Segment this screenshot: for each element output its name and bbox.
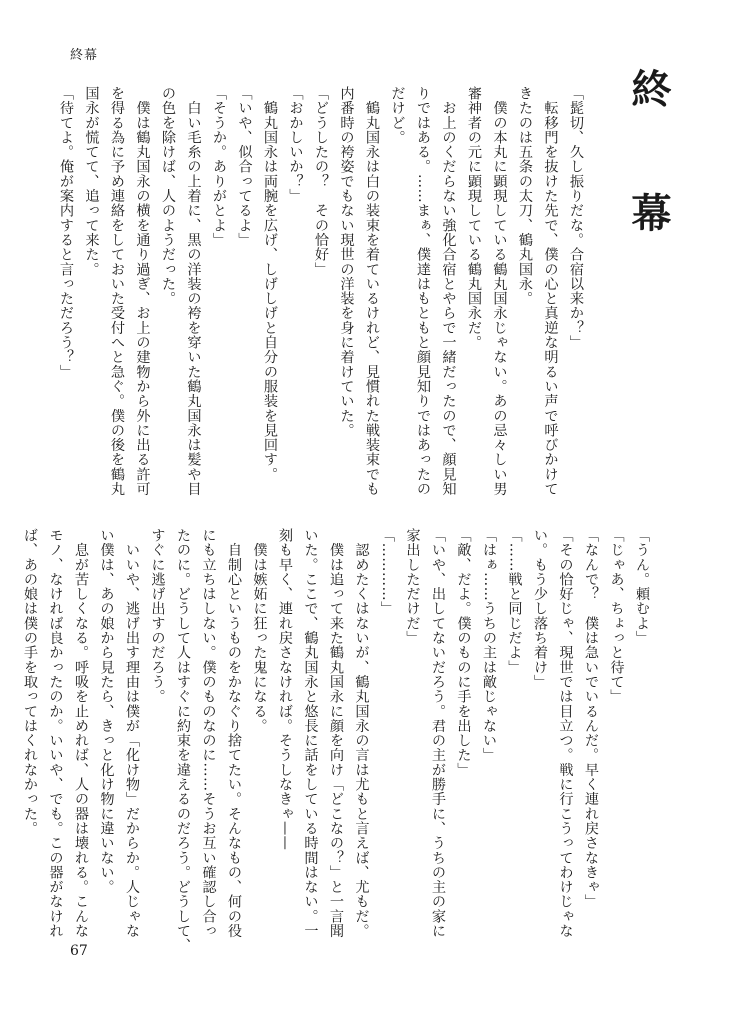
chapter-title: 終 幕 xyxy=(625,68,671,254)
body-text-lower: 「うん。頼むよ」 「じゃあ、ちょっと待て」 「なんで？ 僕は急いでいるんだ。早く連れ戻さなきゃ」 「その恰好じゃ、現世では目立つ。戦に行こうってわけじゃな い。もう少し落ち着け」 「……戦と同じだよ」 「はぁ……うちの主は敵じゃない」 「敵、だよ。僕のものに手を出した」 「いや、出してないだろう。君の主が勝手に、うちの主の家に 家出しただけだ」 「…………」 認めたくはないが、鶴丸国永の言は尤もと言えば、尤もだ。 僕は追って来た鶴丸国永に顔を向け「どこなの？」と一言聞 いた。ここで、鶴丸国永と悠長に話をしている時間はない。一 刻も早く、連れ戻さなければ。そうしなきゃ—— 僕は嫉妬に狂った鬼になる。 自制心というものをかなぐり捨てたい。そんなもの、何の役 にも立ちはしない。僕のものなのに……そうお互い確認し合っ たのに。どうして人はすぐに約束を違えるのだろう。どうして、 すぐに逃げ出すのだろう。 いいや、逃げ出す理由は僕が「化け物」だからか。人じゃな い僕は、あの娘から見たら、きっと化け物に違いない。 息が苦しくなる。呼吸を止めれば、人の器は壊れる。こんな モノ、なければ良かったのか。いいや、でも。この器がなけれ ば、あの娘は僕の手を取ってはくれなかった。 xyxy=(22,528,650,953)
page-number: 67 xyxy=(70,943,88,959)
body-text-upper: 「髭切、久し振りだな。合宿以来か？」 転移門を抜けた先で、僕の心と真逆な明るい声で呼びかけて きたのは五条の太刀、鶴丸国永。 僕の本丸に顕現している鶴丸国永じゃない。あの忌々しい男 審神者の元に顕現している鶴丸国永だ。 お上のくだらない強化合宿とやらで一緒だったので、顔見知 りではある。……まぁ、僕達はもともと顔見知りではあったの だけど。 鶴丸国永は白の装束を着ているけれど、見慣れた戦装束でも 内番時の袴姿でもない現世の洋装を身に着けていた。 「どうしたの？ その恰好」 「おかしいか？」 鶴丸国永は両腕を広げ、しげしげと自分の服装を見回す。 「いや、似合ってるよ」 「そうか。ありがとよ」 白い毛糸の上着に、黒の洋装の袴を穿いた鶴丸国永は髪や目 の色を除けば、人のようだった。 僕は鶴丸国永の横を通り過ぎ、お上の建物から外に出る許可 を得る為に予め連絡をしておいた受付へと急ぐ。僕の後を鶴丸 国永が慌てて、追って来た。 「待てよ。俺が案内すると言っただろう？」 xyxy=(58,86,584,497)
running-head: 終幕 xyxy=(70,48,99,63)
